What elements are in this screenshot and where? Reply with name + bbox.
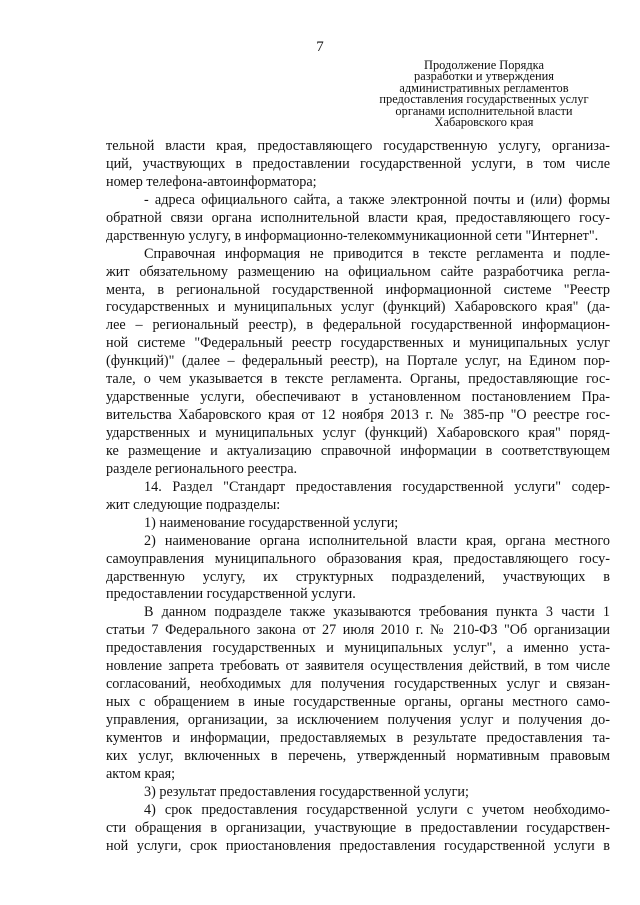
text-line: самоуправления муниципального образования края, предоставляющего госу- (106, 550, 610, 567)
text-line: тельной власти края, предоставляющего государственную услугу, организа- (106, 138, 610, 154)
text-line: мента, в региональной государственной информационной системе "Реестр (106, 281, 610, 298)
text-line: 14. Раздел "Стандарт предоставления государственной услуги" содер- (144, 478, 610, 495)
text-line: тале, о чем указывается в тексте регламента. Органы, предоставляющие гос- (106, 371, 610, 388)
text-line: ций, участвующих в предоставлении государственной услуги, в том числе (106, 155, 610, 172)
text-line: новление запрета требовать от заявителя осуществления действий, в том числе (106, 658, 610, 675)
text-line: обратной связи органа исполнительной власти края, предоставляющего госу- (106, 209, 610, 226)
text-line: Справочная информация не приводится в тексте регламента и подле- (144, 245, 610, 262)
text-line: кументов и информации, предоставляемых в результате предоставления та- (106, 729, 610, 746)
text-line: ных с обращением в иные государственные органы, органы местного само- (106, 694, 610, 711)
text-line: предоставления государственных и муниципальных услуг", а именно уста- (106, 640, 610, 657)
text-line: статьи 7 Федерального закона от 27 июля 2010 г. № 210-ФЗ "Об организации (106, 622, 610, 639)
text-line: номер телефона-автоинформатора; (106, 173, 317, 190)
header-line: разработки и утверждения (414, 69, 554, 84)
text-line: 4) срок предоставления государственной услуги с учетом необходимо- (144, 801, 610, 818)
text-line: ной системе "Федеральный реестр государственных и муниципальных услуг (106, 335, 610, 352)
body-text (106, 138, 610, 856)
text-line: 3) результат предоставления государственной услуги; (144, 783, 469, 800)
text-line: государственных и муниципальных услуг (функций) Хабаровского края" (да- (106, 299, 610, 316)
text-line: сти обращения в организации, участвующие в предоставлении государствен- (106, 819, 610, 836)
header-line: Хабаровского края (434, 115, 534, 130)
text-line: управления, организации, за исключением получения услуг и получения до- (106, 712, 610, 728)
text-line: согласований, необходимых для получения государственных услуг и связан- (106, 676, 610, 693)
text-line: 2) наименование органа исполнительной власти края, органа местного (144, 532, 610, 549)
text-line: В данном подразделе также указываются требования пункта 3 части 1 (144, 604, 610, 621)
text-line: предоставлении государственной услуги. (106, 586, 356, 603)
text-line: жит обязательному размещению на официальном сайте разработчика регла- (106, 263, 610, 280)
text-line: ударственные услуги, обеспечивают в установленном постановлением Пра- (106, 389, 610, 406)
text-line: жит следующие подразделы: (106, 496, 281, 513)
header-line: административных регламентов (399, 80, 569, 95)
text-line: 1) наименование государственной услуги; (144, 514, 399, 531)
header-line: предоставления государственных услуг (379, 92, 589, 107)
text-line: ке размещение и актуализацию справочной информации в соответствующем (106, 442, 610, 459)
text-line: ких услуг, включенных в перечень, утвержденный нормативным правовым (106, 747, 610, 764)
text-line: ной услуги, срок приостановления предоставления государственной услуги в (106, 837, 610, 854)
text-line: (функций)" (далее – федеральный реестр), на Портале услуг, на Едином пор- (106, 353, 610, 370)
header-line: органами исполнительной власти (395, 103, 573, 118)
text-line: - адреса официального сайта, а также электронной почты и (или) формы (144, 191, 610, 208)
text-line: лее – региональный реестр), в федеральной государственной информацион- (106, 317, 610, 334)
continuation-header (366, 60, 602, 128)
text-line: дарственную услугу, в информационно-телекоммуникационной сети "Интернет". (106, 227, 599, 244)
text-line: разделе регионального реестра. (106, 460, 298, 477)
page-number: 7 (316, 39, 324, 55)
text-line: актом края; (106, 765, 176, 782)
text-line: дарственную услугу, их структурных подразделений, участвующих в (106, 568, 610, 585)
text-line: ударственных и муниципальных услуг (функций) Хабаровского края" поряд- (106, 425, 610, 441)
header-line: Продолжение Порядка (424, 58, 544, 72)
text-line: вительства Хабаровского края от 12 ноября 2013 г. № 385-пр "О реестре гос- (106, 407, 610, 424)
